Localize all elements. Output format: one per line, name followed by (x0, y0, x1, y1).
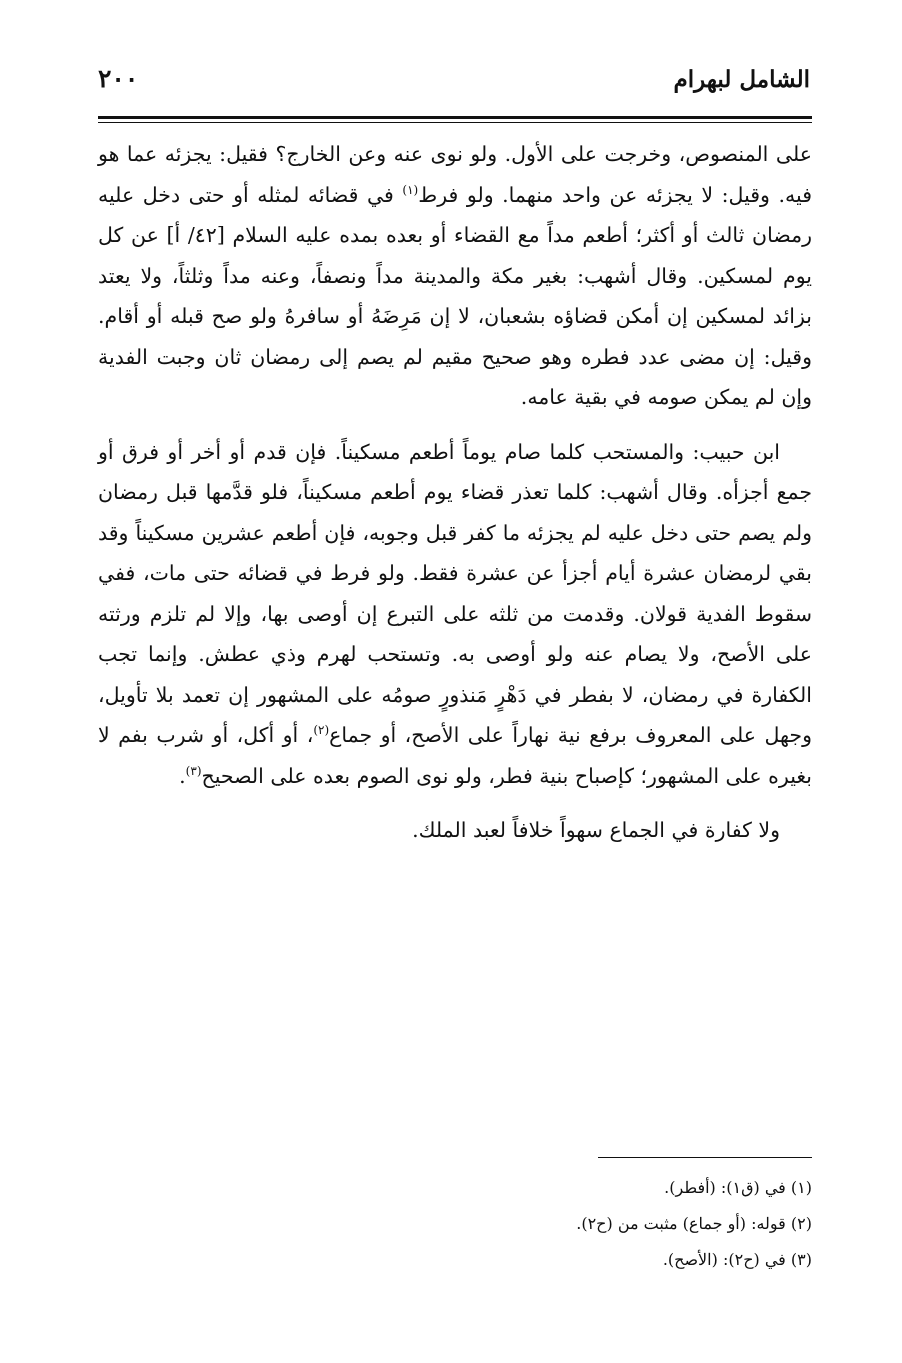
footnote-3: (٣) في (ح٢): (الأصح). (662, 1250, 812, 1269)
page-number: ٢٠٠ (98, 64, 139, 93)
paragraph-2-part-3: . (179, 763, 186, 788)
header-rule-thick (98, 116, 812, 119)
running-header (98, 62, 810, 108)
paragraph-1 (98, 134, 812, 418)
footnote-separator (598, 1157, 812, 1158)
main-text (98, 134, 812, 851)
paragraph-2-part-2: ، أو أكل، أو شرب بفم لا بغيره على المشهور؛ كإصباح بنية فطر، ولو نوى الصوم بعده على الصحيح (98, 723, 812, 788)
paragraph-2-part-1: ابن حبيب: والمستحب كلما صام يوماً أطعم مسكيناً. فإن قدم أو أخر أو فرق أو جمع أجزأه. وقال أشهب: كلما تعذر قضاء يوم أطعم مسكيناً، فلو قدَّمها قبل رمضان ولم يصم حتى دخل عليه لم يجزئه ما كفر قبل وجوبه، فإن أطعم عشرين مسكيناً وقد بقي لرمضان عشرة أيام أجزأ عن عشرة فقط. ولو فرط في قضائه حتى مات، ففي سقوط الفدية قولان. وقدمت من ثلثه على التبرع إن أوصى بها، وإلا لم تلزم ورثته على الأصح، ولا يصام عنه ولو أوصى به. وتستحب لهرم وذي عطش. وإنما تجب الكفارة في رمضان، لا بفطر في دَهْرٍ مَنذورٍ صومُه على المشهور إن تعمد بلا تأويل، وجهل على المعروف برفع نية نهاراً على الأصح، أو جماع (98, 439, 812, 747)
footnote-1: (١) في (ق١): (أفطر). (664, 1178, 812, 1197)
paragraph-3: ولا كفارة في الجماع سهواً خلافاً لعبد الملك. (412, 818, 780, 842)
running-title: الشامل لبهرام (673, 66, 810, 93)
footnotes (98, 1170, 812, 1278)
header-rule-thin (98, 122, 812, 123)
paragraph-1-part-1: على المنصوص، وخرجت على الأول. ولو نوى عنه وعن الخارج؟ فقيل: يجزئه عما هو فيه. وقيل: لا يجزئه عن واحد منهما. ولو فرط (98, 142, 812, 207)
footnote-ref-1[interactable]: (١) (402, 182, 419, 197)
footnote-ref-3[interactable]: (٣) (185, 763, 202, 778)
paragraph-1-part-2: في قضائه لمثله أو حتى دخل عليه رمضان ثالث أو أكثر؛ أطعم مداً مع القضاء أو بعده بمده عليه السلام [٤٢/ أ] عن كل يوم لمسكين. وقال أشهب: بغير مكة والمدينة مداً ونصفاً، وعنه مداً وثلثاً، ولا يعتد بزائد لمسكين إن أمكن قضاؤه بشعبان، لا إن مَرِضَهُ أو سافرهُ ولو صح قبله أو أقام. وقيل: إن مضى عدد فطره وهو صحيح مقيم لم يصم إلى رمضان ثان وجبت الفدية وإن لم يمكن صومه في بقية عامه. (98, 182, 812, 409)
footnote-2: (٢) قوله: (أو جماع) مثبت من (ح٢). (576, 1214, 812, 1233)
footnote-ref-2[interactable]: (٢) (313, 723, 330, 738)
paragraph-2 (98, 432, 812, 797)
